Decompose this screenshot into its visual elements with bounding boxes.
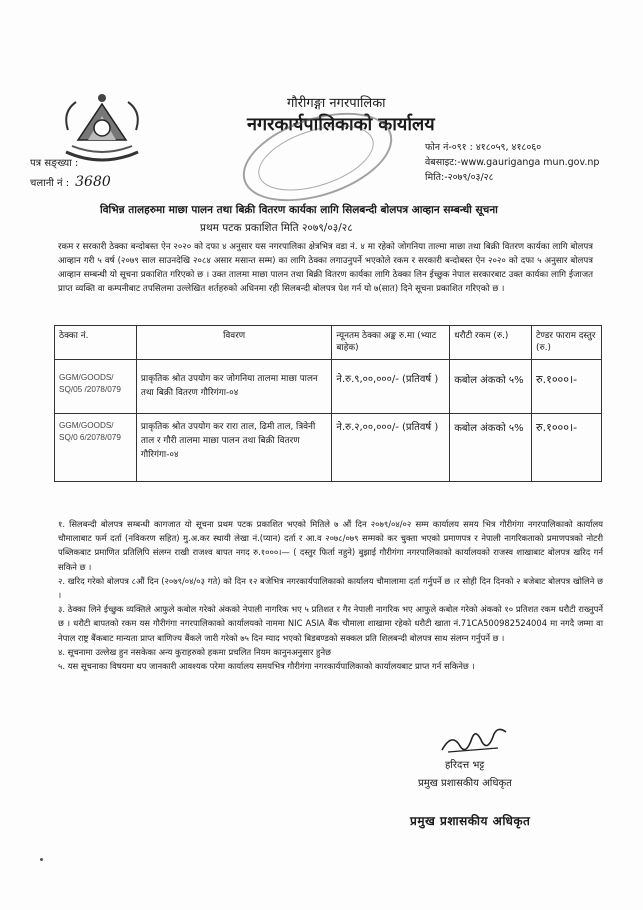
- notice-publish-date: प्रथम पटक प्रकाशित मिति २०७९/०३/२८: [200, 222, 353, 234]
- term-item: ३. ठेक्का लिने ईच्छुक व्यक्तिले आफुले कबोल गरेको अंकको नेपाली नागरिक भए ५ प्रतिशत र गैर नेपाली नागरिक भए आफुले कबोल गरेको अंकको १० प्रतिशत रकम धरौटी राख्नुपर्ने छ । धरौटी बापतको रकम यस गौरीगंगा नगरपालिकाको कार्यालयको नाममा NIC ASIA बैंक चौमाला शाखामा रहेको धरौटी खाता नं.71CA500982524004 मा नगदै जम्मा वा नेपाल राष्ट्र बैंकबाट मान्यता प्राप्त बाणिज्य बैंकले जारी गरेको ७५ दिन म्याद भएको बिडबण्डको सक्कल प्रति शिलबन्दी बोलपत्र साथ संलग्न गर्नुपर्ने छ ।: [58, 604, 603, 643]
- office-name: गौरीगङ्गा नगरपालिका: [287, 96, 386, 111]
- tender-table: [54, 325, 602, 482]
- header-description: विवरण: [136, 326, 331, 360]
- contract-description: प्राकृतिक श्रोत उपयोग कर जोगनिया तालमा माछा पालन तथा बिक्री वितरण गौरिगंगा-०४: [136, 360, 331, 414]
- contract-code: GGM/GOODS/ SQ/0 6/2078/079: [55, 414, 137, 482]
- term-item: ५. यस सूचनाका विषयमा थप जानकारी आवश्यक परेमा कार्यालय समयभित्र गौरीगंगा नगरकार्यपालिकाको कार्यालयबाट प्राप्त गर्न सकिनेछ ।: [58, 661, 475, 672]
- handwritten-signature: [438, 722, 510, 758]
- table-row: [55, 360, 602, 414]
- notice-intro: रकम र सरकारी ठेक्का बन्दोबस्त ऐन २०२० को दफा ४ अनुसार यस नगरपालिका क्षेत्रभित्र वडा नं. ४ मा रहेको जोगनिया ताल्मा माछा तथा बिक्री वितरण कार्यका लागि बोलपत्र आव्हान गरी ५ वर्ष (२०७९ साल साउनदेखि २०८४ असार मसान्त सम्म) का लागि ठेक्का लगाउनुपर्ने भएकोले रकम र सरकारी बन्दोबस्त ऐन २०२० को दफा ५ अनुसार बोलपत्र आव्हान सम्बन्धी यो सूचना प्रकाशित गरिएको छ । उक्त तालमा माछा पालन तथा बिक्री वितरण कार्यका लागि ठेक्का लिन ईच्छुक नेपाल सरकारबाट उक्त कार्यका लागि ईजाजत प्राप्त व्यक्ति वा कम्पनीबाट तपसिलमा उल्लेखित शर्तहरुको अधिनमा रही सिलबन्दी बोलपत्र पेश गर्न यो ७(सात) दिने सूचना प्रकाशित गरिएको छ ।: [58, 242, 593, 294]
- signatory-name: हरिदत्त भट्ट: [445, 760, 485, 771]
- min-amount: ने.रु.९,००,०००/- (प्रतिवर्ष ): [332, 360, 450, 414]
- form-fee: रु.१०००।-: [532, 360, 602, 414]
- date-line: मिति:-२०७९/०३/२८: [425, 172, 494, 183]
- table-header-row: [55, 326, 602, 360]
- min-amount: ने.रु.२,००,०००/- (प्रतिवर्ष ): [332, 414, 450, 482]
- contract-description: प्राकृतिक श्रोत उपयोग कर रारा ताल, ढिमी ताल, त्रिवेनी ताल र गौरी तालमा माछा पालन तथा बिक्री वितरण गौरिगंगा-०४: [136, 414, 331, 482]
- signatory-role: प्रमुख प्रशासकीय अधिकृत: [418, 778, 512, 789]
- term-item: ४. सूचनामा उल्लेख हुन नसकेका अन्य कुराहरुको हकमा प्रचलित नियम कानुनअनुसार हुनेछ: [58, 646, 332, 657]
- deposit-amount: कबोल अंकको ५%: [450, 414, 532, 482]
- term-item: २. खरिद गरेको बोलपत्र ८औं दिन (२०७९/०४/०३ गते) को दिन १२ बजेभित्र नगरकार्यपालिकाको कार्यालय चौमालामा दर्ता गर्नुपर्ने छ ।र सोही दिन दिनको २ बजेबाट बोलपत्र खोलिने छ ।: [58, 575, 603, 601]
- reference-block: [30, 155, 111, 193]
- terms-list: [58, 517, 603, 673]
- page-speck: [40, 858, 43, 861]
- deposit-amount: कबोल अंकको ५%: [450, 360, 532, 414]
- dispatch-no-value: 3680: [75, 174, 111, 190]
- letter-no-label: पत्र सङ्ख्या :: [30, 158, 79, 169]
- notice-title: विभिन्न तालहरुमा माछा पालन तथा बिक्री वितरण कार्यका लागि सिलबन्दी बोलपत्र आव्हान सम्बन्धी सूचना: [100, 204, 498, 216]
- dispatch-no-row: [30, 173, 111, 193]
- contract-code: GGM/GOODS/ SQ/05 /2078/079: [55, 360, 137, 414]
- table-row: [55, 414, 602, 482]
- header-deposit: धरौटी रकम (रु.): [450, 326, 532, 360]
- form-fee: रु.१०००।-: [532, 414, 602, 482]
- office-title: नगरकार्यपालिकाको कार्यालय: [247, 114, 435, 135]
- contact-block: [425, 140, 599, 185]
- designation-stamp: प्रमुख प्रशासकीय अधिकृत: [410, 814, 531, 828]
- term-item: १. सिलबन्दी बोलपत्र सम्बन्धी कागजात यो सूचना प्रथम पटक प्रकाशित भएको मितिले ७ औं दिन २०७९/०४/०२ सम्म कार्यालय समय भित्र गौरीगंगा नगरपालिकाको कार्यालय चौमालाबाट फर्म दर्ता (नविकरण सहित) मु.अ.कर स्थायी लेखा नं.(प्यान) दर्ता र आ.व २०७८/०७९ सम्मको कर चुक्ता भएको प्रमाणपत्र र नेपाली नागरिकताको प्रमाणपत्रको नोटरी पब्लिकबाट प्रमाणित प्रतिलिपि संलग्न राखी राजश्व बापत नगद रु.१०००।— ( दस्तुर फिर्ता नहुने) बुझाई गौरीगंगा नगरपालिकाको कार्यालयको राजस्व शाखाबाट बोलपत्र खरिद गर्न सकिने छ ।: [58, 519, 603, 572]
- website-line: वेबसाइट:-www.gauriganga mun.gov.np: [425, 157, 600, 168]
- header-contract-no: ठेक्का नं.: [55, 326, 137, 360]
- dispatch-no-label: चलानी नं :: [30, 178, 70, 189]
- header-min-amount: न्यूनतम ठेक्का अङ्क रु.मा (भ्याट बाहेक): [332, 326, 450, 360]
- phone-line: फोन नं-०९१ : ४१८०५९, ४१८०६०: [425, 142, 542, 153]
- header-form-fee: टेण्डर फाराम दस्तुर (रु.): [532, 326, 602, 360]
